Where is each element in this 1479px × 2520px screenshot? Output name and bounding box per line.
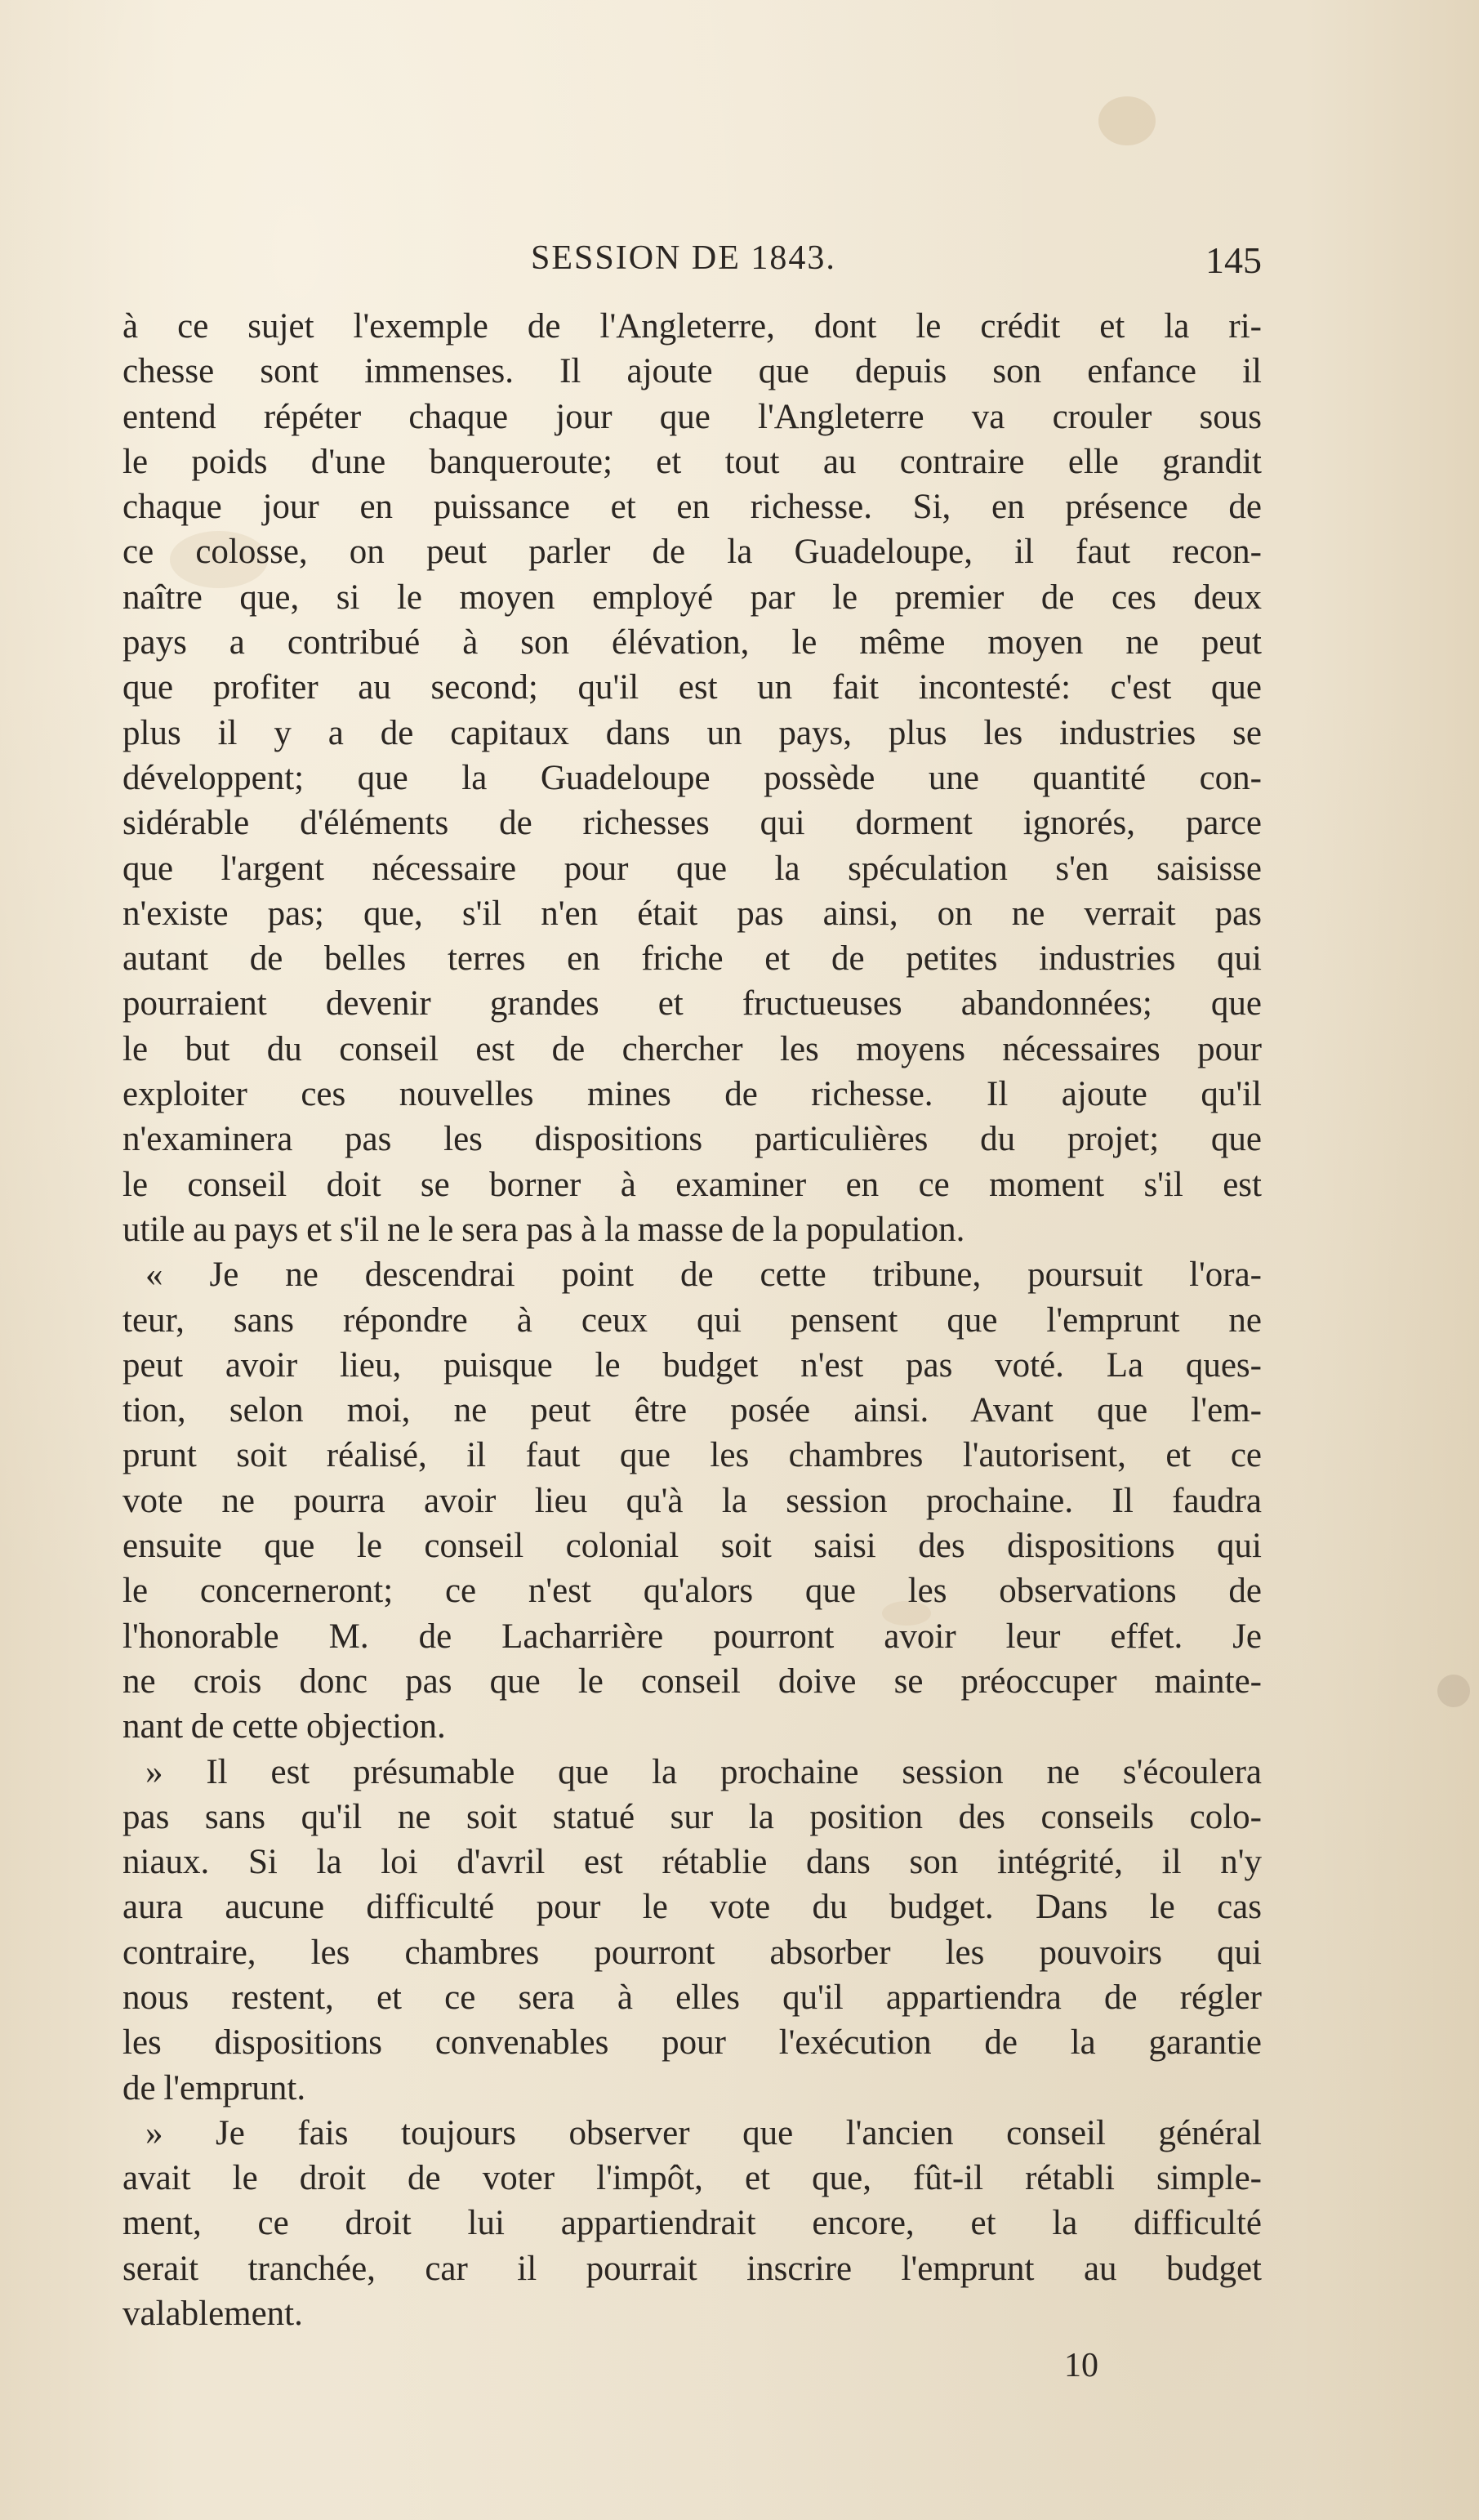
text-line: tion, selon moi, ne peut être posée ainsi. Avant que l'em- — [123, 1391, 1262, 1430]
text-line: développent; que la Guadeloupe possède une quantité con- — [123, 758, 1262, 797]
body-text — [123, 304, 1262, 2336]
paragraph — [123, 304, 1262, 1252]
page-header — [123, 239, 1262, 288]
text-line: que profiter au second; qu'il est un fait incontesté: c'est que — [123, 668, 1262, 707]
text-line: le concerneront; ce n'est qu'alors que les observations de — [123, 1572, 1262, 1611]
text-line: plus il y a de capitaux dans un pays, plus les industries se — [123, 713, 1262, 752]
text-line: le conseil doit se borner à examiner en ce moment s'il est — [123, 1165, 1262, 1204]
text-line: pourraient devenir grandes et fructueuses abandonnées; que — [123, 984, 1262, 1024]
text-line: l'honorable M. de Lacharrière pourront avoir leur effet. Je — [123, 1617, 1262, 1656]
text-line: n'existe pas; que, s'il n'en était pas ainsi, on ne verrait pas — [123, 894, 1262, 933]
text-line: ensuite que le conseil colonial soit saisi des dispositions qui — [123, 1527, 1262, 1566]
running-title: SESSION DE 1843. — [531, 239, 836, 277]
text-line: prunt soit réalisé, il faut que les chambres l'autorisent, et ce — [123, 1436, 1262, 1475]
text-line: ment, ce droit lui appartiendrait encore, et la difficulté — [123, 2204, 1262, 2243]
paragraph — [123, 2111, 1262, 2336]
paragraph — [123, 1252, 1262, 1749]
text-line: niaux. Si la loi d'avril est rétablie dans son intégrité, il n'y — [123, 1843, 1262, 1882]
text-line: utile au pays et s'il ne le sera pas à la masse de la population. — [123, 1210, 965, 1249]
text-line: ce colosse, on peut parler de la Guadeloupe, il faut recon- — [123, 533, 1262, 572]
text-line: » Il est présumable que la prochaine session ne s'écoulera — [145, 1752, 1262, 1791]
text-line: que l'argent nécessaire pour que la spéculation s'en saisisse — [123, 849, 1262, 888]
text-line: » Je fais toujours observer que l'ancien conseil général — [145, 2113, 1262, 2152]
text-line: n'examinera pas les dispositions particulières du projet; que — [123, 1120, 1262, 1159]
text-line: ne crois donc pas que le conseil doive se préoccuper mainte- — [123, 1661, 1262, 1701]
page-number: 145 — [1205, 239, 1262, 281]
text-line: pas sans qu'il ne soit statué sur la position des conseils colo- — [123, 1797, 1262, 1836]
text-line: contraire, les chambres pourront absorber les pouvoirs qui — [123, 1933, 1262, 1972]
text-line: serait tranchée, car il pourrait inscrire l'emprunt au budget — [123, 2249, 1262, 2288]
text-line: entend répéter chaque jour que l'Angleterre va crouler sous — [123, 397, 1262, 436]
text-line: à ce sujet l'exemple de l'Angleterre, dont le crédit et la ri- — [123, 307, 1262, 346]
text-line: nous restent, et ce sera à elles qu'il appartiendra de régler — [123, 1978, 1262, 2017]
text-line: le but du conseil est de chercher les moyens nécessaires pour — [123, 1029, 1262, 1068]
text-line: chaque jour en puissance et en richesse. Si, en présence de — [123, 488, 1262, 527]
paper-stain — [1437, 1675, 1470, 1707]
text-line: peut avoir lieu, puisque le budget n'est pas voté. La ques- — [123, 1345, 1262, 1385]
text-line: le poids d'une banqueroute; et tout au contraire elle grandit — [123, 442, 1262, 481]
text-line: exploiter ces nouvelles mines de richesse. Il ajoute qu'il — [123, 1075, 1262, 1114]
text-line: chesse sont immenses. Il ajoute que depuis son enfance il — [123, 352, 1262, 391]
paper-stain — [1098, 96, 1156, 145]
text-line: nant de cette objection. — [123, 1707, 446, 1746]
paragraph — [123, 1750, 1262, 2111]
text-line: de l'emprunt. — [123, 2068, 306, 2107]
text-line: pays a contribué à son élévation, le même moyen ne peut — [123, 623, 1262, 662]
text-line: sidérable d'éléments de richesses qui dorment ignorés, parce — [123, 804, 1262, 843]
text-line: les dispositions convenables pour l'exécution de la garantie — [123, 2023, 1262, 2063]
text-line: naître que, si le moyen employé par le premier de ces deux — [123, 578, 1262, 617]
text-line: aura aucune difficulté pour le vote du budget. Dans le cas — [123, 1888, 1262, 1927]
signature-mark: 10 — [1064, 2347, 1098, 2384]
text-line: « Je ne descendrai point de cette tribune, poursuit l'ora- — [145, 1256, 1262, 1295]
text-line: teur, sans répondre à ceux qui pensent que l'emprunt ne — [123, 1300, 1262, 1340]
text-line: autant de belles terres en friche et de petites industries qui — [123, 939, 1262, 979]
text-line: vote ne pourra avoir lieu qu'à la session prochaine. Il faudra — [123, 1481, 1262, 1520]
text-line: avait le droit de voter l'impôt, et que, fût-il rétabli simple- — [123, 2159, 1262, 2198]
text-line: valablement. — [123, 2295, 303, 2334]
